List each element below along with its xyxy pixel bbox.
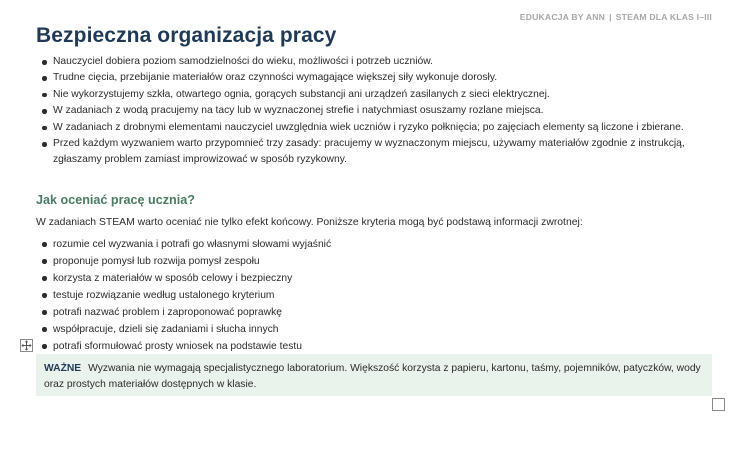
list-item: współpracuje, dzieli się zadaniami i słucha innych <box>42 321 542 338</box>
list-item: testuje rozwiązanie według ustalonego kryterium <box>42 287 542 304</box>
list-item: rozumie cel wyzwania i potrafi go własnymi słowami wyjaśnić <box>42 236 542 253</box>
assessment-intro: W zadaniach STEAM warto oceniać nie tylko efekt końcowy. Poniższe kryteria mogą być podstawą informacji zwrotnej: <box>36 217 583 228</box>
note-text: Wyzwania nie wymagają specjalistycznego laboratorium. Większość korzysta z papieru, kartonu, taśmy, pojemników, patyczków, wody oraz prostych materiałów dostępnych w klasie. <box>44 363 701 390</box>
list-item: W zadaniach z drobnymi elementami nauczyciel uwzględnia wiek uczniów i ryzyko połknięcia; po zajęciach elementy są liczone i zbierane. <box>42 120 718 136</box>
list-item: Nie wykorzystujemy szkła, otwartego ognia, gorących substancji ani urządzeń zasilanych z sieci elektrycznej. <box>42 87 718 103</box>
list-item: Trudne cięcia, przebijanie materiałów oraz czynności wymagające większej siły wykonuje dorosły. <box>42 70 718 86</box>
safety-rules-list <box>42 54 718 169</box>
list-item: Nauczyciel dobiera poziom samodzielności do wieku, możliwości i potrzeb uczniów. <box>42 54 718 70</box>
important-note <box>36 354 712 396</box>
resize-icon[interactable] <box>712 398 725 411</box>
running-header <box>520 12 712 22</box>
list-item: potrafi sformułować prosty wniosek na podstawie testu <box>42 338 542 355</box>
header-right: STEAM DLA KLAS I–III <box>615 12 712 22</box>
header-separator: | <box>609 12 612 22</box>
list-item: korzysta z materiałów w sposób celowy i bezpieczny <box>42 270 542 287</box>
list-item: W zadaniach z wodą pracujemy na tacy lub w wyznaczonej strefie i natychmiast osuszamy rozlane miejsca. <box>42 103 718 119</box>
assessment-criteria-list <box>42 236 542 355</box>
list-item: Przed każdym wyzwaniem warto przypomnieć trzy zasady: pracujemy w wyznaczonym miejscu, używamy materiałów zgodnie z instrukcją, zgłaszamy problem zamiast improwizować w sposób ryzykowny. <box>42 136 718 169</box>
note-label: WAŻNE <box>44 363 82 374</box>
list-item: proponuje pomysł lub rozwija pomysł zespołu <box>42 253 542 270</box>
page-title: Bezpieczna organizacja pracy <box>36 24 337 47</box>
assessment-heading: Jak oceniać pracę ucznia? <box>36 193 195 207</box>
move-icon[interactable] <box>20 339 33 352</box>
header-left: EDUKACJA BY ANN <box>519 12 606 22</box>
list-item: potrafi nazwać problem i zaproponować poprawkę <box>42 304 542 321</box>
